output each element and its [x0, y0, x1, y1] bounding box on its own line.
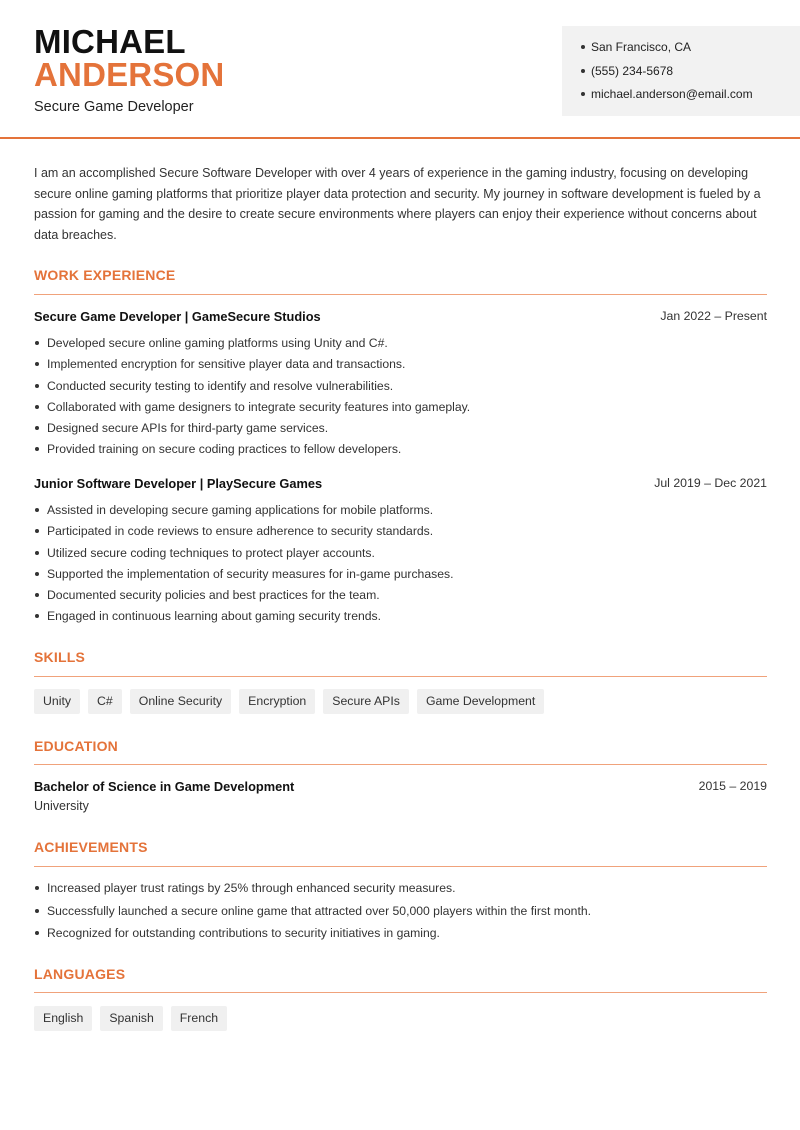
section-title-work: WORK EXPERIENCE [34, 267, 176, 283]
section-title-achievements: ACHIEVEMENTS [34, 839, 148, 855]
job-header [34, 476, 767, 494]
job-bullets [34, 502, 453, 630]
contact-location: San Francisco, CA [581, 39, 753, 63]
education-institution: University [34, 799, 89, 813]
list-item: Developed secure online gaming platforms using Unity and C#. [34, 335, 470, 356]
skills-tags [34, 689, 544, 714]
job-dates: Jan 2022 – Present [660, 309, 767, 323]
contact-box [562, 26, 800, 116]
job-title-company: Junior Software Developer | PlaySecure Games [34, 476, 323, 491]
contact-phone: (555) 234-5678 [581, 63, 753, 87]
contact-email: michael.anderson@email.com [581, 86, 753, 110]
list-item: Designed secure APIs for third-party game services. [34, 420, 470, 441]
job-title: Secure Game Developer [34, 99, 194, 115]
resume-header [0, 0, 800, 139]
list-item: Recognized for outstanding contributions to security initiatives in gaming. [34, 925, 591, 948]
list-item: Supported the implementation of security measures for in-game purchases. [34, 566, 453, 587]
language-tag: English [34, 1006, 92, 1031]
languages-tags [34, 1006, 227, 1031]
list-item: Utilized secure coding techniques to protect player accounts. [34, 545, 453, 566]
skill-tag: Game Development [417, 689, 544, 714]
skill-tag: Unity [34, 689, 80, 714]
contact-list [581, 39, 753, 110]
achievements-list [34, 880, 591, 948]
education-dates: 2015 – 2019 [698, 779, 767, 793]
language-tag: Spanish [100, 1006, 162, 1031]
skill-tag: Encryption [239, 689, 315, 714]
skill-tag: Secure APIs [323, 689, 409, 714]
job-header [34, 309, 767, 327]
job-title-company: Secure Game Developer | GameSecure Studios [34, 309, 321, 324]
section-title-languages: LANGUAGES [34, 966, 126, 982]
list-item: Implemented encryption for sensitive player data and transactions. [34, 356, 470, 377]
list-item: Documented security policies and best practices for the team. [34, 587, 453, 608]
list-item: Collaborated with game designers to integrate security features into gameplay. [34, 399, 470, 420]
list-item: Participated in code reviews to ensure adherence to security standards. [34, 523, 453, 544]
last-name: ANDERSON [34, 56, 225, 93]
education-header [34, 779, 767, 797]
summary-text: I am an accomplished Secure Software Developer with over 4 years of experience in the gaming industry, focusing on developing secure online gaming platforms that prioritize player data protection and security. My journey in software development is fueled by a passion for gaming and the desire to create secure environments where players can enjoy their experience without concerns about data breaches. [34, 166, 761, 243]
section-divider [34, 992, 767, 993]
job-bullets [34, 335, 470, 463]
job-dates: Jul 2019 – Dec 2021 [654, 476, 767, 490]
section-divider [34, 294, 767, 295]
education-degree: Bachelor of Science in Game Development [34, 779, 295, 794]
skill-tag: Online Security [130, 689, 231, 714]
skill-tag: C# [88, 689, 122, 714]
language-tag: French [171, 1006, 227, 1031]
list-item: Increased player trust ratings by 25% through enhanced security measures. [34, 880, 591, 903]
list-item: Provided training on secure coding practices to fellow developers. [34, 441, 470, 462]
section-title-skills: SKILLS [34, 649, 85, 665]
list-item: Successfully launched a secure online game that attracted over 50,000 players within the first month. [34, 903, 591, 926]
list-item: Conducted security testing to identify and resolve vulnerabilities. [34, 378, 470, 399]
section-divider [34, 676, 767, 677]
section-title-education: EDUCATION [34, 738, 118, 754]
first-name: MICHAEL [34, 23, 186, 60]
list-item: Assisted in developing secure gaming applications for mobile platforms. [34, 502, 453, 523]
list-item: Engaged in continuous learning about gaming security trends. [34, 608, 453, 629]
section-divider [34, 764, 767, 765]
section-divider [34, 866, 767, 867]
